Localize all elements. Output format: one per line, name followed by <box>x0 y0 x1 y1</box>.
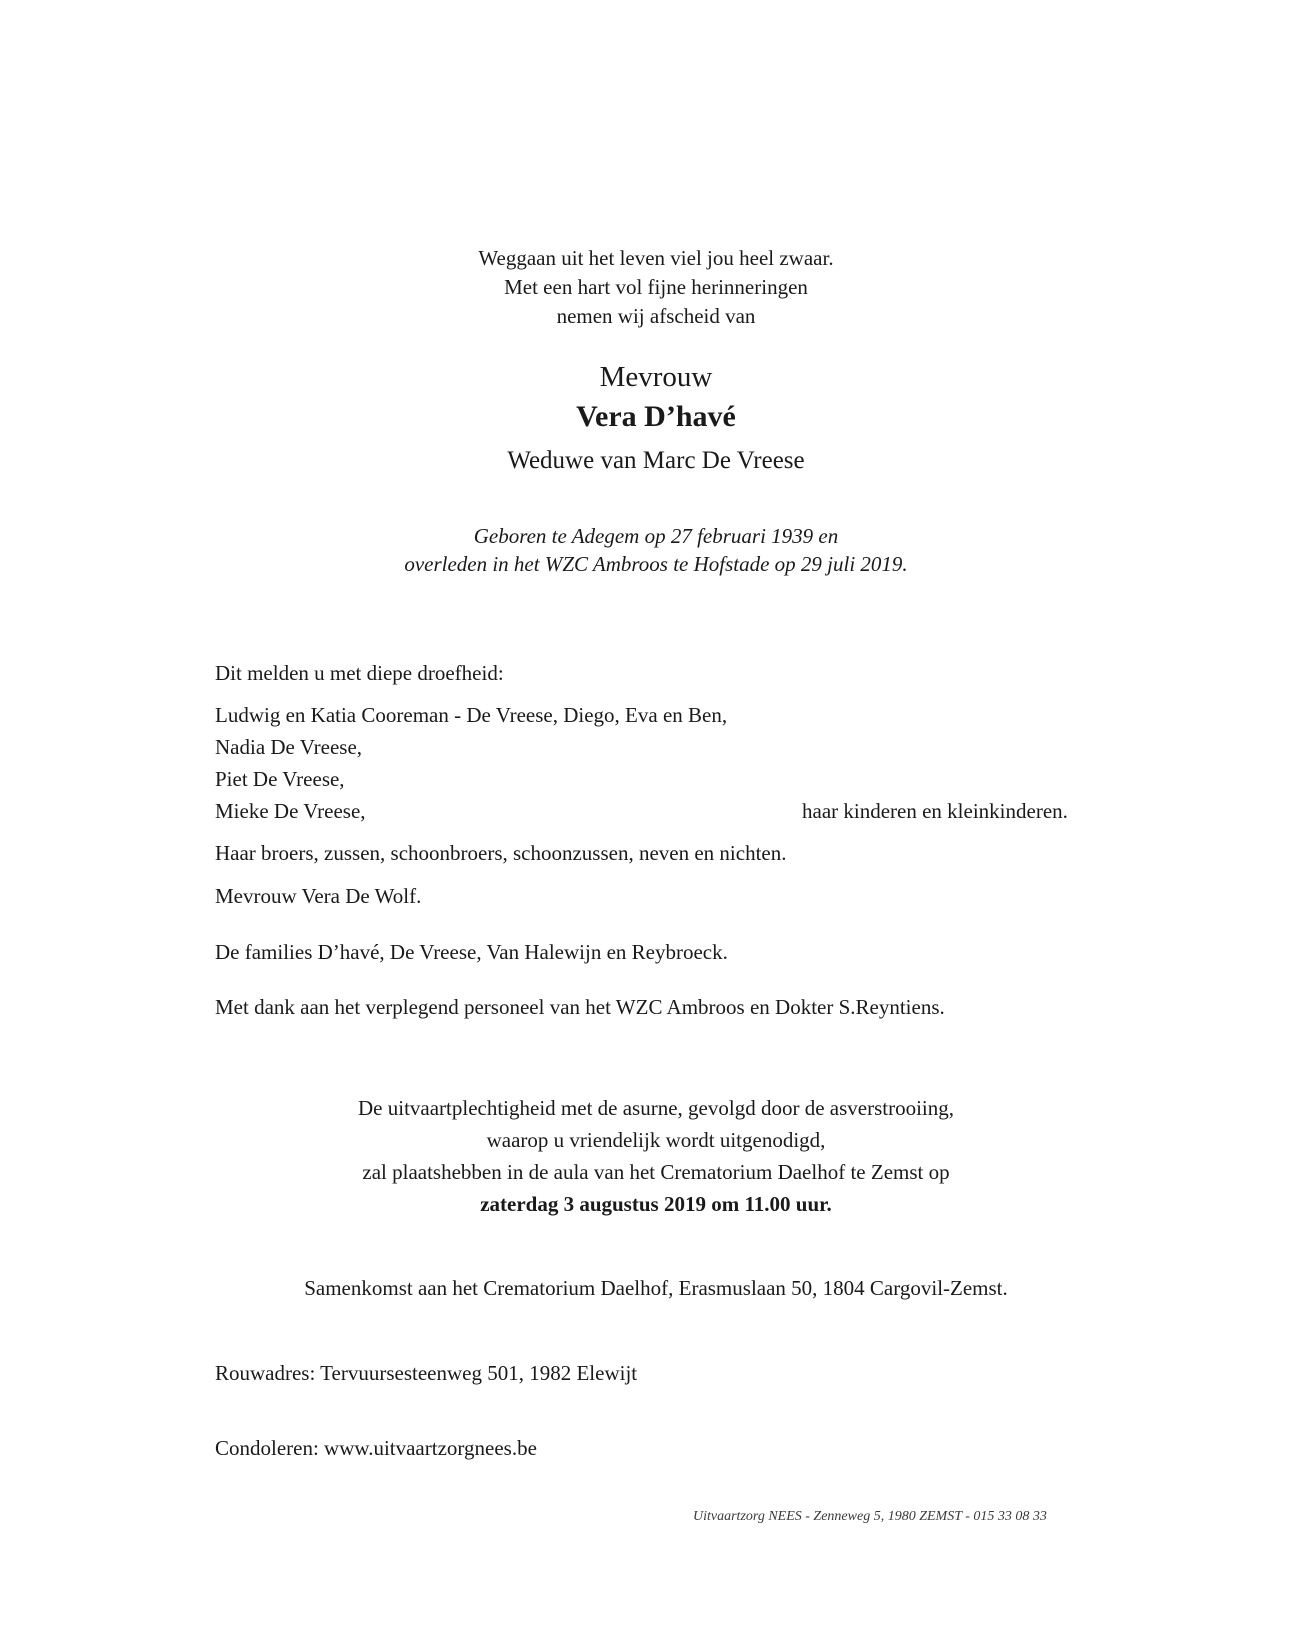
ceremony-line-3: zal plaatshebben in de aula van het Crematorium Daelhof te Zemst op <box>362 1160 950 1184</box>
died-line: overleden in het WZC Ambroos te Hofstade op 29 juli 2019. <box>404 552 908 576</box>
child-line-3: Piet De Vreese, <box>215 767 345 791</box>
deceased-widow-of: Weduwe van Marc De Vreese <box>507 447 805 474</box>
thanks-line: Met dank aan het verplegend personeel van het WZC Ambroos en Dokter S.Reyntiens. <box>215 995 945 1019</box>
ceremony-line-1: De uitvaartplechtigheid met de asurne, gevolgd door de asverstrooiing, <box>358 1096 954 1120</box>
announcement-heading: Dit melden u met diepe droefheid: <box>215 661 504 685</box>
condolences-line: Condoleren: www.uitvaartzorgnees.be <box>215 1436 537 1460</box>
deceased-name: Vera D’havé <box>576 400 736 433</box>
child-line-1: Ludwig en Katia Cooreman - De Vreese, Diego, Eva en Ben, <box>215 703 728 727</box>
child-line-4: Mieke De Vreese, <box>215 799 366 823</box>
deceased-prefix: Mevrouw <box>599 361 713 393</box>
footer-undertaker: Uitvaartzorg NEES - Zenneweg 5, 1980 ZEMST - 015 33 08 33 <box>693 1509 1047 1524</box>
children-label: haar kinderen en kleinkinderen. <box>802 799 1068 823</box>
ceremony-line-2: waarop u vriendelijk wordt uitgenodigd, <box>486 1128 826 1152</box>
gathering-line: Samenkomst aan het Crematorium Daelhof, Erasmuslaan 50, 1804 Cargovil-Zemst. <box>304 1276 1008 1300</box>
mourning-address: Rouwadres: Tervuursesteenweg 501, 1982 Elewijt <box>215 1361 638 1385</box>
intro-line-2: Met een hart vol fijne herinneringen <box>504 275 808 299</box>
ceremony-date: zaterdag 3 augustus 2019 om 11.00 uur. <box>480 1192 832 1216</box>
intro-line-1: Weggaan uit het leven viel jou heel zwaar. <box>478 246 834 270</box>
born-line: Geboren te Adegem op 27 februari 1939 en <box>473 524 839 548</box>
child-line-2: Nadia De Vreese, <box>215 735 363 759</box>
friend-line: Mevrouw Vera De Wolf. <box>215 884 422 908</box>
families-line: De families D’havé, De Vreese, Van Halewijn en Reybroeck. <box>215 940 728 964</box>
intro-line-3: nemen wij afscheid van <box>556 304 756 328</box>
siblings-line: Haar broers, zussen, schoonbroers, schoonzussen, neven en nichten. <box>215 841 787 865</box>
